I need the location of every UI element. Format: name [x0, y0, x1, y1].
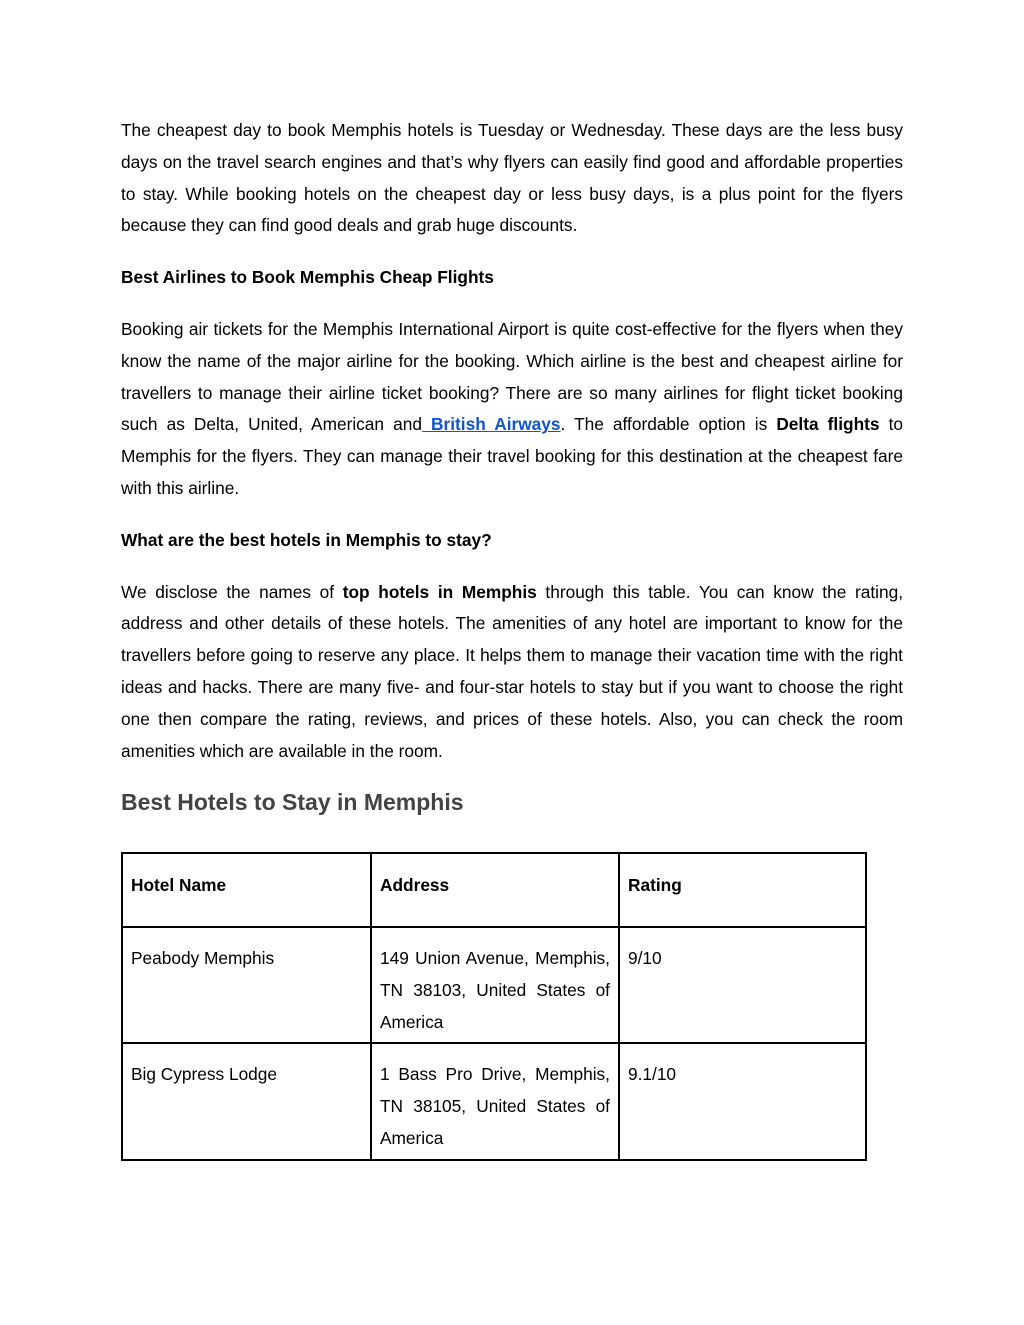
- cell-hotel-name: Peabody Memphis: [122, 927, 371, 1043]
- cell-rating: 9.1/10: [619, 1043, 866, 1159]
- airlines-paragraph: [121, 314, 903, 505]
- intro-paragraph: The cheapest day to book Memphis hotels is Tuesday or Wednesday. These days are the less busy days on the travel search engines and that’s why flyers can easily find good and affordable properties to stay. While booking hotels on the cheapest day or less busy days, is a plus point for the flyers because they can find good deals and grab huge discounts.: [121, 120, 903, 236]
- hotels-table: [121, 852, 867, 1161]
- table-header-row: [122, 853, 866, 927]
- hotels-paragraph: [121, 577, 903, 768]
- table-heading: Best Hotels to Stay in Memphis: [121, 789, 464, 816]
- header-rating: Rating: [619, 853, 866, 927]
- cell-hotel-name: Big Cypress Lodge: [122, 1043, 371, 1159]
- document-body: [121, 115, 903, 817]
- cell-rating: 9/10: [619, 927, 866, 1043]
- airlines-text-3: to Memphis for the flyers. They can manage their travel booking for this destination at the cheapest fare with this airline.: [121, 414, 903, 498]
- cell-address: 149 Union Avenue, Memphis, TN 38103, United States of America: [371, 927, 619, 1043]
- airlines-text-2: . The affordable option is: [560, 414, 777, 435]
- airlines-text-1: Booking air tickets for the Memphis International Airport is quite cost-effective for the flyers when they know the name of the major airline for the booking. Which airline is the best and cheapest airline for travellers to manage their airline ticket booking? There are so many airlines for flight ticket booking such as Delta, United, American and: [121, 318, 903, 435]
- top-hotels-bold: top hotels in Memphis: [342, 581, 537, 602]
- table-row: [122, 927, 866, 1043]
- delta-flights-bold: Delta flights: [776, 414, 880, 435]
- cell-address: 1 Bass Pro Drive, Memphis, TN 38105, United States of America: [371, 1043, 619, 1159]
- header-hotel-name: Hotel Name: [122, 853, 371, 927]
- hotels-question-heading: What are the best hotels in Memphis to stay?: [121, 529, 492, 550]
- airlines-heading: Best Airlines to Book Memphis Cheap Flights: [121, 267, 494, 288]
- british-airways-link[interactable]: British Airways: [421, 414, 561, 435]
- hotels-text-2: through this table. You can know the rating, address and other details of these hotels. The amenities of any hotel are important to know for the travellers before going to reserve any place. It helps them to manage their vacation time with the right ideas and hacks. There are many five- and four-star hotels to stay but if you want to choose the right one then compare the rating, reviews, and prices of these hotels. Also, you can check the room amenities which are available in the room.: [121, 581, 904, 761]
- header-address: Address: [371, 853, 619, 927]
- hotels-text-1: We disclose the names of: [121, 581, 343, 602]
- table-row: [122, 1043, 866, 1159]
